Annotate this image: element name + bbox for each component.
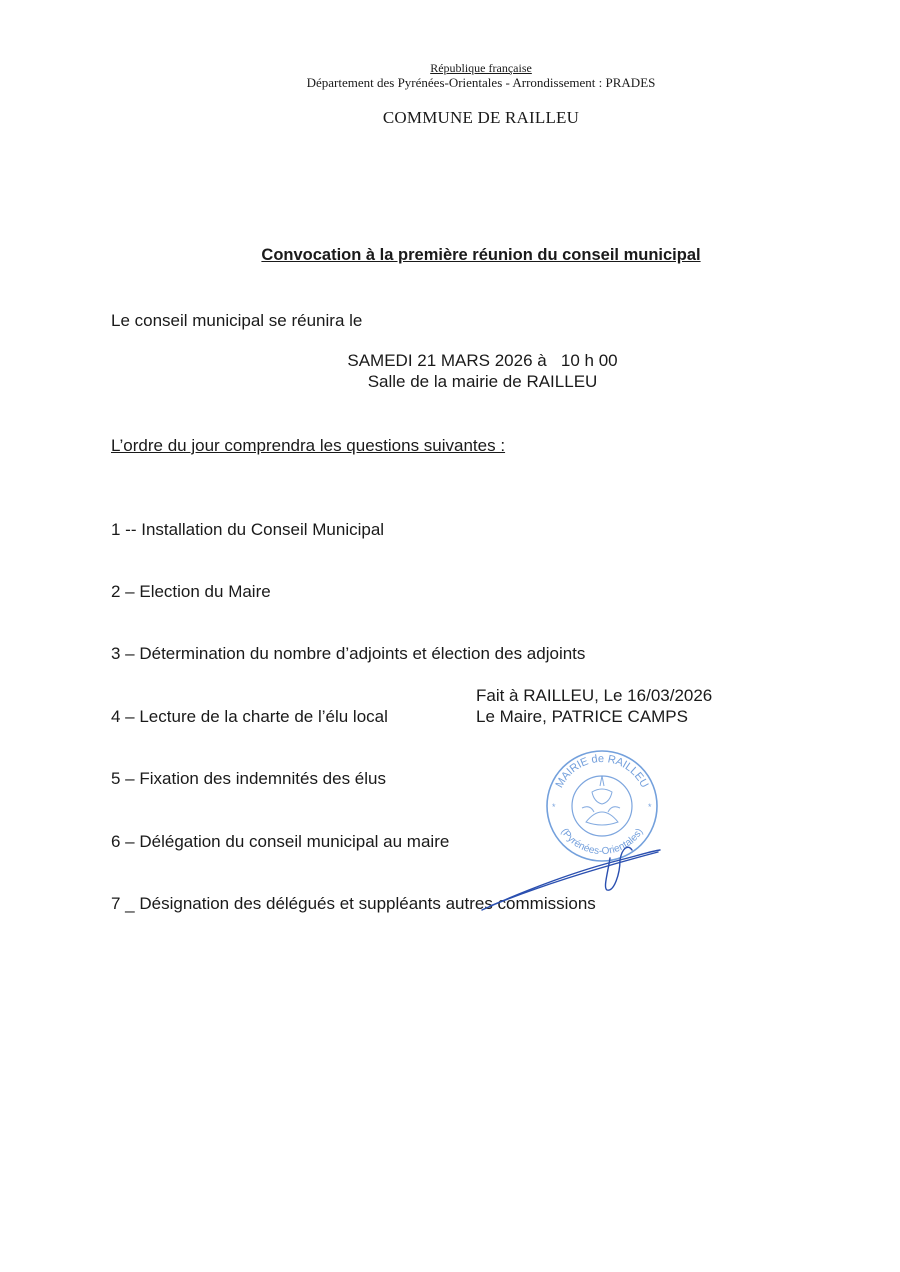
stamp-and-signature <box>470 748 690 918</box>
agenda-item: 7 _ Désignation des délégués et suppléants autres commissions <box>111 893 596 913</box>
meeting-place: Salle de la mairie de RAILLEU <box>367 372 598 391</box>
agenda-item: 2 – Election du Maire <box>111 581 271 601</box>
agenda-item: 1 -- Installation du Conseil Municipal <box>111 519 385 539</box>
svg-text:*: * <box>552 802 556 812</box>
agenda-heading: L’ordre du jour comprendra les questions suivantes : <box>111 436 506 455</box>
agenda-item: 3 – Détermination du nombre d’adjoints et élection des adjoints <box>111 644 586 664</box>
svg-text:(Pyrénées-Orientales): (Pyrénées-Orientales) <box>558 826 646 858</box>
agenda-item: 4 – Lecture de la charte de l’élu local <box>111 706 388 726</box>
document-title: Convocation à la première réunion du conseil municipal <box>261 246 701 264</box>
header-department: Département des Pyrénées-Orientales - Arrondissement : PRADES <box>306 75 656 90</box>
header-commune: COMMUNE DE RAILLEU <box>382 108 580 127</box>
mairie-stamp <box>547 751 657 861</box>
signoff-place-date: Fait à RAILLEU, Le 16/03/2026 <box>476 686 713 705</box>
svg-text:MAIRIE de RAILLEU: MAIRIE de RAILLEU <box>553 752 651 790</box>
svg-text:*: * <box>648 802 652 812</box>
header-republic: République française <box>430 61 532 75</box>
agenda-item: 6 – Délégation du conseil municipal au maire <box>111 831 450 851</box>
meeting-date-time: SAMEDI 21 MARS 2026 à 10 h 00 <box>347 351 618 370</box>
signoff-mayor: Le Maire, PATRICE CAMPS <box>476 707 688 726</box>
mayor-signature <box>482 847 660 910</box>
agenda-item: 5 – Fixation des indemnités des élus <box>111 769 386 789</box>
intro-text: Le conseil municipal se réunira le <box>111 311 363 330</box>
